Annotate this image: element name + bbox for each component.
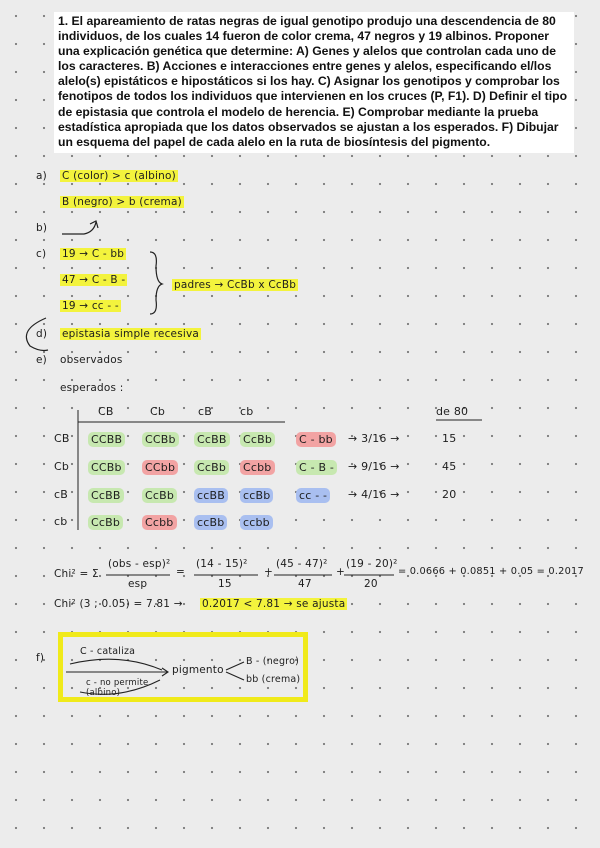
answer-d-text: epistasia simple recesiva <box>62 328 200 340</box>
answer-c-line1: 19 → C - bb <box>62 248 125 260</box>
punnett-header-1: Cb <box>150 405 166 418</box>
punnett-cell: Ccbb <box>142 515 177 530</box>
chi-equals: = <box>176 566 185 578</box>
punnett-header-3: cb <box>240 405 254 418</box>
punnett-cell: ccBb <box>240 488 273 503</box>
summary-genotype: cc - - <box>296 488 330 503</box>
pathway-b-black: B - (negro) <box>246 656 300 667</box>
chi-plus-2: + <box>336 566 345 578</box>
punnett-cell: CcBB <box>194 432 230 447</box>
answer-b-label: b) <box>36 222 48 234</box>
answer-f-label: f) <box>36 652 45 664</box>
chi-term1-num: (14 - 15)² <box>196 558 248 570</box>
pathway-pigment: pigmento <box>172 664 224 676</box>
chi-frac-num: (obs - esp)² <box>108 558 171 570</box>
summary-genotype: C - bb <box>296 432 336 447</box>
summary-header: de 80 <box>436 405 469 418</box>
punnett-row-label: cb <box>54 515 68 528</box>
chi-frac-den: esp <box>128 578 148 590</box>
punnett-cell: CcBB <box>88 488 124 503</box>
pathway-curve-icon <box>70 659 162 670</box>
answer-c-parents: padres → CcBb x CcBb <box>174 279 297 291</box>
punnett-header-0: CB <box>98 405 114 418</box>
punnett-row-label: Cb <box>54 460 70 473</box>
chi-term1-den: 15 <box>218 578 232 590</box>
pathway-c-catalyst: C - cataliza <box>80 646 136 657</box>
pathway-b-cream: bb (crema) <box>246 674 301 685</box>
chi-critical: Chi² (3 ; 0.05) = 7.81 → <box>54 598 183 610</box>
summary-ratio: → 3/16 → <box>348 432 400 445</box>
summary-count: 45 <box>442 460 457 473</box>
summary-count: 20 <box>442 488 457 501</box>
punnett-cell: CCbb <box>142 460 178 475</box>
chi-term3-den: 20 <box>364 578 378 590</box>
punnett-cell: ccBB <box>194 488 228 503</box>
punnett-cell: CCBb <box>142 432 179 447</box>
punnett-row-label: cB <box>54 488 68 501</box>
punnett-cell: CcBb <box>194 460 229 475</box>
punnett-cell: CCBb <box>88 460 125 475</box>
pathway-c-blocked: c - no permite (albino) <box>86 678 149 698</box>
punnett-cell: CcBb <box>88 515 123 530</box>
answer-c-line3: 19 → cc - - <box>62 300 119 312</box>
d-loop-icon <box>26 318 48 351</box>
answer-e-expected: esperados : <box>60 382 124 394</box>
chi-conclusion: 0.2017 < 7.81 → se ajusta <box>202 598 346 610</box>
summary-ratio: → 9/16 → <box>348 460 400 473</box>
answer-a-line2: B (negro) > b (crema) <box>62 196 182 208</box>
chi-term2-den: 47 <box>298 578 312 590</box>
chi-result: = 0.0666 + 0.0851 + 0.05 = 0.2017 <box>398 566 584 577</box>
punnett-row-label: CB <box>54 432 70 445</box>
punnett-cell: ccBb <box>194 515 227 530</box>
punnett-cell: ccbb <box>240 515 273 530</box>
answer-b-arrow-icon <box>62 221 98 234</box>
summary-genotype: C - B - <box>296 460 337 475</box>
c-brace-icon <box>150 252 162 314</box>
punnett-cell: CcBb <box>142 488 177 503</box>
chi-plus-1: + <box>264 566 273 578</box>
punnett-header-2: cB <box>198 405 212 418</box>
punnett-cell: Ccbb <box>240 460 275 475</box>
pathway-branch-icon <box>226 662 244 680</box>
answer-c-label: c) <box>36 248 47 260</box>
answer-d-label: d) <box>36 328 48 340</box>
answer-e-observed: observados <box>60 354 123 366</box>
answer-a-label: a) <box>36 170 47 182</box>
answer-a-line1: C (color) > c (albino) <box>62 170 176 182</box>
punnett-cell: CCBB <box>88 432 125 447</box>
summary-count: 15 <box>442 432 457 445</box>
summary-ratio: → 4/16 → <box>348 488 400 501</box>
chi-lhs: Chi² = Σ <box>54 568 99 580</box>
problem-statement: 1. El apareamiento de ratas negras de igual genotipo produjo una descendencia de 80 individuos, de los cuales 14 fueron de color crema, 47 negros y 19 albinos. Proponer una explicación genética que determine: A) Genes y alelos que controlan cada uno de los caracteres. B) Acciones e interacciones entre genes y alelos, especificando el/los alelo(s) epistáticos e hipostáticos si los hay. C) Asignar los genotipos y comprobar los fenotipos de todos los individuos que intervienen en los cruces (P, F1). D) Definir el tipo de epistasia que controla el modelo de herencia. E) Comprobar mediante la prueba estadística apropiada que los datos observados se ajustan a los esperados. F) Dibujar un esquema del papel de cada alelo en la ruta de biosíntesis del pigmento. <box>54 12 574 153</box>
punnett-cell: CcBb <box>240 432 275 447</box>
chi-term2-num: (45 - 47)² <box>276 558 328 570</box>
chi-term3-num: (19 - 20)² <box>346 558 398 570</box>
pathway-block-curve-icon <box>80 680 160 694</box>
answer-e-label: e) <box>36 354 47 366</box>
answer-c-line2: 47 → C - B - <box>62 274 126 286</box>
